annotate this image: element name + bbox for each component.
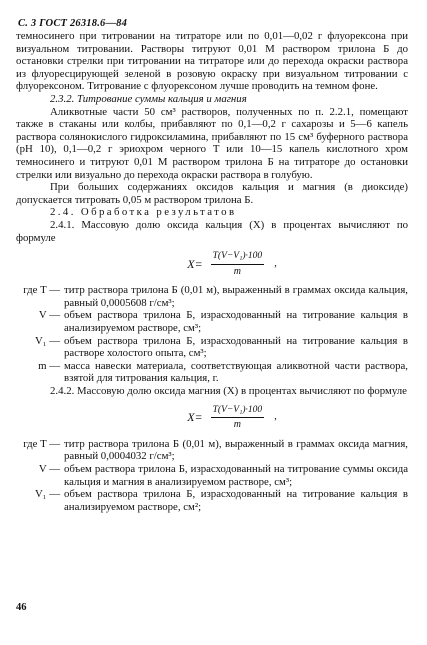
formula-denominator: m <box>233 265 242 277</box>
definitions-calcium <box>16 284 408 385</box>
definition-key: где T — <box>23 437 60 450</box>
paragraph-high-content: При больших содержаниях оксидов кальция и магния (в диоксиде) допускается титровать 0,05 м раствором трилона Б. <box>16 181 408 206</box>
definition-key: V — <box>38 309 60 322</box>
definition-text: объем раствора трилона Б, израсходованный на титрование кальция в анализируемом растворе, см²; <box>64 488 408 513</box>
definition-key: V — <box>38 463 60 475</box>
formula-fraction <box>211 404 265 432</box>
definition-key: где T — <box>23 284 60 297</box>
definition-text: титр раствора трилона Б (0,01 м), выраженный в граммах оксида магния, равный 0,0004032 г/см³; <box>64 437 408 463</box>
paragraph-continuation: темносинего при титровании на титраторе или по 0,01—0,02 г флуорексона при визуальном титровании. Растворы титруют 0,01 М раствором трилона Б до остановки стрелки при титровании на титраторе или до перехода окраски раствора из флуоресцирующей зеленой в розовую окраску при визуальном титровании с флуорексоном. Титрование с флуорексоном лучше проводить на темном фоне. <box>16 30 408 93</box>
section-heading-2-4: 2.4. Обработка результатов <box>50 206 237 219</box>
subsection-heading-2-3-2: 2.3.2. Титрование суммы кальция и магния <box>50 92 247 105</box>
formula-comma: , <box>274 411 277 423</box>
formula-calcium <box>56 250 408 278</box>
paragraph-calcium-magnesium: Аликвотные части 50 см³ растворов, полученных по п. 2.2.1, помещают также в стаканы или колбы, прибавляют по 0,1—0,2 г сахарозы и 5—6 капель раствора солянокислого гидроксиламина, прибавляют по 15 см³ буферного раствора (pH 10), 0,1—0,2 г эриохром черного Т или 10—15 капель кислотного хром темносинего и титруют 0,01 М раствором трилона Б на титраторе до остановки стрелки или визуально до перехода окраски раствора в голубую. <box>16 105 408 181</box>
paragraph-2-4-2: 2.4.2. Массовую долю оксида магния (X) в процентах вычисляют по формуле <box>50 385 407 398</box>
definition-key: V₁ — <box>34 488 60 501</box>
definition-item <box>16 463 408 488</box>
formula-numerator: T(V−V₁)·100 <box>211 250 265 265</box>
definitions-magnesium <box>16 438 408 514</box>
definition-item <box>16 309 408 334</box>
page-header: С. 3 ГОСТ 26318.6—84 <box>18 18 128 29</box>
formula-numerator: T(V−V₁)·100 <box>211 404 265 419</box>
definition-text: объем раствора трилона Б, израсходованный на титрование кальция в растворе холостого опыта, см³; <box>64 334 408 360</box>
definition-key: m — <box>38 359 60 372</box>
definition-text: объем раствора трилона Б, израсходованный на титрование суммы оксида кальция и магния в анализируемом растворе, см³; <box>64 463 408 488</box>
definition-text: масса навески материала, соответствующая аликвотной части раствора, взятой для титрования кальция, г. <box>64 359 408 385</box>
definition-key: V₁ — <box>34 334 60 347</box>
definition-item <box>16 438 408 463</box>
page-number: 46 <box>16 602 27 613</box>
formula-lhs: X= <box>187 410 203 425</box>
formula-comma: , <box>274 257 277 269</box>
definition-text: объем раствора трилона Б, израсходованный на титрование кальция в анализируемом растворе, см³; <box>64 309 408 335</box>
formula-lhs: X= <box>187 256 203 271</box>
definition-item <box>16 360 408 385</box>
definition-item <box>16 488 408 513</box>
document-body <box>16 30 408 513</box>
definition-item <box>16 335 408 360</box>
formula-denominator: m <box>233 419 242 431</box>
formula-magnesium <box>56 404 408 432</box>
definition-item <box>16 284 408 309</box>
formula-fraction <box>211 250 265 278</box>
paragraph-2-4-1: 2.4.1. Массовую долю оксида кальция (X) в процентах вычисляют по формуле <box>16 218 408 244</box>
definition-text: титр раствора трилона Б (0,01 м), выраженный в граммах оксида кальция, равный 0,0005608 г/см³; <box>64 284 408 309</box>
